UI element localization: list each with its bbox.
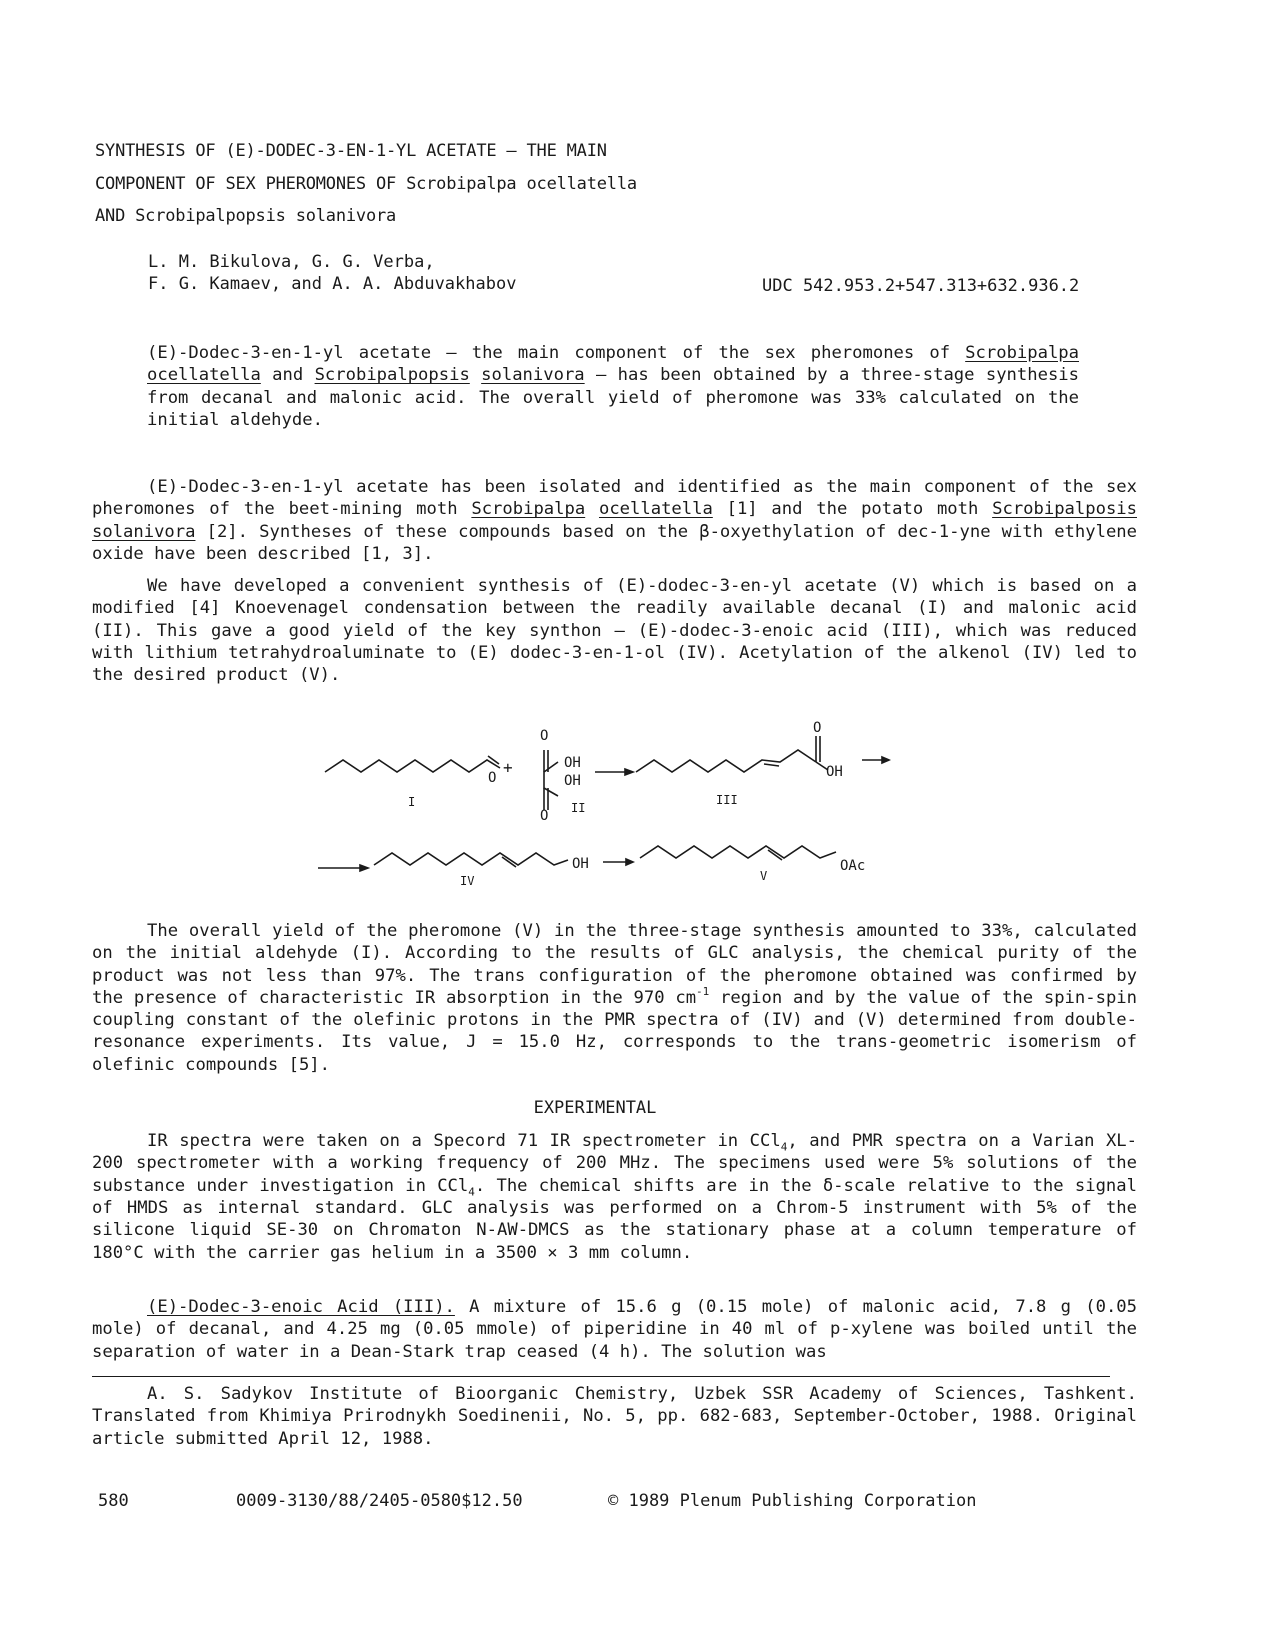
page-number: 580	[98, 1491, 129, 1511]
compound-label-V: V	[760, 869, 768, 883]
footnote	[92, 1383, 1137, 1450]
experimental-text-2: , and PMR spectra on a Varian XL-200 spectrometer with a working frequency of 200 MHz. The specimens used were 5% solutions of the substance under investigation in CCl	[92, 1131, 1137, 1196]
compound-label-I: I	[408, 795, 416, 809]
abstract-text-3: — has been obtained by a three-stage synthesis from decanal and malonic acid. The overall yield of pheromone was 33% calculated on the initial aldehyde.	[147, 365, 1079, 430]
compound-label-IV: IV	[460, 874, 475, 888]
experimental-sub-2: 4	[468, 1185, 475, 1199]
experimental-sub-1: 4	[780, 1140, 788, 1154]
reaction-scheme	[0, 710, 1275, 900]
decanal-chain	[325, 760, 500, 772]
compound-label-III: III	[716, 793, 738, 807]
acetate-oac: OAc	[840, 858, 866, 874]
results-paragraph	[92, 920, 1137, 1076]
acetate-chain	[640, 846, 836, 858]
acid-section	[92, 1296, 1137, 1363]
acid-oh: OH	[826, 764, 843, 780]
abstract-species-1: ocellatella	[147, 365, 261, 386]
acid-oxygen: O	[813, 720, 822, 736]
copyright: © 1989 Plenum Publishing Corporation	[608, 1491, 977, 1511]
intro-genus-2: Scrobipalposis	[992, 499, 1137, 520]
experimental-text-1: IR spectra were taken on a Specord 71 IR spectrometer in CCl	[147, 1131, 781, 1151]
malonic-acid-structure	[544, 762, 558, 796]
intro-text-2: [1] and the potato moth	[712, 499, 993, 520]
abstract-text-1: (E)-Dodec-3-en-1-yl acetate — the main component of the sex pheromones of	[147, 343, 966, 363]
experimental-text-3: . The chemical shifts are in the δ-scale relative to the signal of HMDS as internal standard. GLC analysis was performed on a Chrom-5 instrument with 5% of the silicone liquid SE-30 on Chromaton N-AW-DMCS as the stationary phase at a column temperature of 180°C with the carrier gas helium in a 3500 × 3 mm column.	[92, 1175, 1137, 1263]
results-superscript: -1	[696, 984, 710, 998]
acid-section-heading: (E)-Dodec-3-enoic Acid (III).	[147, 1297, 455, 1317]
intro-species-2: solanivora	[92, 521, 196, 542]
authors-line-2: F. G. Kamaev, and A. A. Abduvakhabov	[148, 274, 517, 294]
malonic-oh-1: OH	[564, 755, 581, 771]
article-code: 0009-3130/88/2405-0580$12.50	[236, 1491, 523, 1511]
plus-sign: +	[503, 758, 513, 777]
experimental-paragraph	[92, 1130, 1137, 1264]
compound-label-II: II	[571, 801, 586, 815]
alcohol-chain	[374, 853, 568, 865]
malonic-oxygen-bottom: O	[540, 808, 549, 824]
title-line-1: SYNTHESIS OF (E)-DODEC-3-EN-1-YL ACETATE — THE MAIN	[95, 141, 607, 161]
results-text-2: region and by the value of the spin-spin coupling constant of the olefinic protons in the PMR spectra of (IV) and (V) determined from double-resonance experiments. Its value, J = 15.0 Hz, corresponds to the trans-geometric isomerism of olefinic compounds [5].	[92, 987, 1137, 1075]
synthesis-text: We have developed a convenient synthesis of (E)-dodec-3-en-yl acetate (V) which is based on a modified [4] Knoevenagel condensation between the readily available decanal (I) and malonic acid (II). This gave a good yield of the key synthon — (E)-dodec-3-enoic acid (III), which was reduced with lithium tetrahydroaluminate to (E) dodec-3-en-1-ol (IV). Acetylation of the alkenol (IV) led to the desired product (V).	[92, 576, 1137, 686]
title-line-2: COMPONENT OF SEX PHEROMONES OF Scrobipalpa ocellatella	[95, 174, 637, 194]
abstract-species-2: solanivora	[481, 365, 585, 386]
abstract-text-2: and	[260, 365, 315, 386]
udc-code: UDC 542.953.2+547.313+632.936.2	[762, 276, 1080, 296]
aldehyde-oxygen: O	[488, 770, 497, 786]
abstract	[147, 342, 1079, 431]
intro-genus-1: Scrobipalpa	[471, 499, 586, 520]
intro-species-1: ocellatella	[598, 499, 713, 520]
intro-paragraph	[92, 476, 1137, 565]
abstract-genus-1: Scrobipalpa	[965, 343, 1079, 363]
intro-text-3: [2]. Syntheses of these compounds based on the β-oxyethylation of dec-1-yne with ethylene oxide have been described [1, 3].	[92, 521, 1137, 564]
experimental-heading: EXPERIMENTAL	[533, 1098, 657, 1118]
authors-line-1: L. M. Bikulova, G. G. Verba,	[148, 252, 435, 272]
synthesis-paragraph	[92, 575, 1137, 686]
acid-chain	[636, 750, 816, 772]
footnote-text: A. S. Sadykov Institute of Bioorganic Chemistry, Uzbek SSR Academy of Sciences, Tashkent. Translated from Khimiya Prirodnykh Soedinenii, No. 5, pp. 682-683, September-October, 1988. Original article submitted April 12, 1988.	[92, 1384, 1137, 1449]
results-text-1: The overall yield of the pheromone (V) in the three-stage synthesis amounted to 33%, calculated on the initial aldehyde (I). According to the results of GLC analysis, the chemical purity of the product was not less than 97%. The trans configuration of the pheromone obtained was confirmed by the presence of characteristic IR absorption in the 970 cm	[92, 921, 1137, 1008]
malonic-oxygen-top: O	[540, 728, 549, 744]
malonic-oh-2: OH	[564, 773, 581, 789]
alcohol-oh: OH	[572, 856, 589, 872]
footnote-rule	[92, 1376, 1110, 1377]
acid-section-text: A mixture of 15.6 g (0.15 mole) of malonic acid, 7.8 g (0.05 mole) of decanal, and 4.25 mg (0.05 mmole) of piperidine in 40 ml of p-xylene was boiled until the separation of water in a Dean-Stark trap ceased (4 h). The solution was	[92, 1297, 1137, 1362]
abstract-genus-2: Scrobipalpopsis	[314, 365, 470, 386]
intro-text-1: (E)-Dodec-3-en-1-yl acetate has been isolated and identified as the main component of the sex pheromones of the beet-mining moth	[92, 477, 1137, 520]
title-line-3: AND Scrobipalpopsis solanivora	[95, 206, 397, 226]
